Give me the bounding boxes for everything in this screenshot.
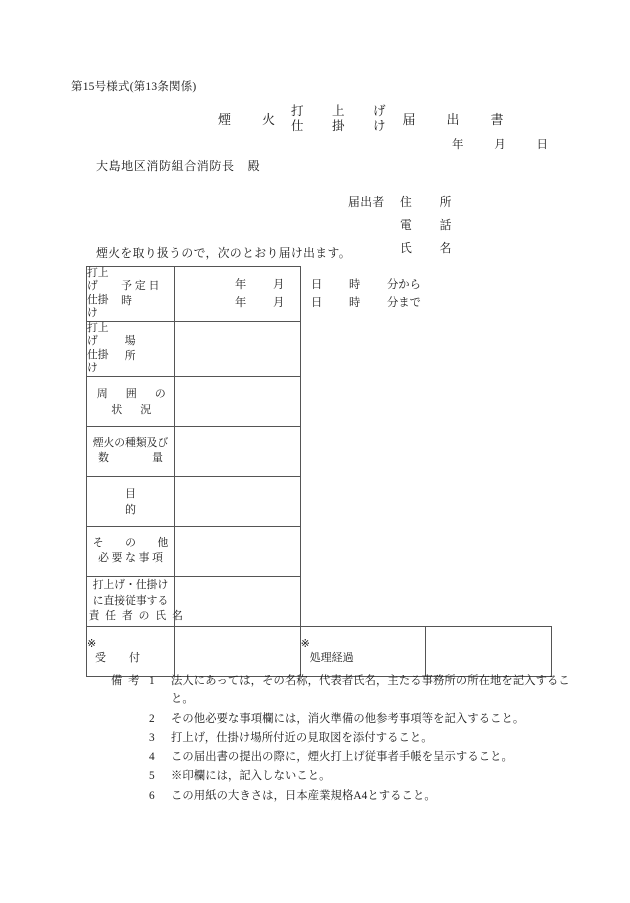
title-word-notification: 届 出 書 <box>402 112 513 128</box>
label-location-stack <box>87 322 119 376</box>
remark-item <box>149 748 581 766</box>
label-location-tail: 場 所 <box>124 335 159 363</box>
submitter-row-phone <box>348 214 459 237</box>
remarks-list <box>111 672 581 805</box>
addressee-line <box>96 157 260 174</box>
value-schedule[interactable] <box>175 267 421 322</box>
remark-number: 2 <box>149 712 155 725</box>
value-process[interactable] <box>426 626 552 676</box>
label-process <box>300 626 426 676</box>
table-row-type-quantity <box>87 426 552 476</box>
label-type-quantity-text <box>87 436 174 467</box>
schedule-datetime-rows <box>175 276 421 312</box>
label-schedule-inner <box>87 267 174 321</box>
remark-number: 6 <box>149 789 155 802</box>
label-schedule <box>87 267 175 322</box>
schedule-to-minute: 分まで <box>387 296 421 309</box>
label-type-quantity <box>87 426 175 476</box>
remark-text: 打上げ，仕掛け場所付近の見取図を添付すること。 <box>171 731 433 744</box>
label-schedule-stack <box>87 267 118 321</box>
submitter-label: 届出者 <box>348 195 385 209</box>
remark-number: 5 <box>149 770 155 783</box>
submitter-label-spacer <box>348 214 400 237</box>
remark-item <box>149 729 581 747</box>
schedule-from-year: 年 <box>235 278 247 291</box>
addressee-name: 大島地区消防組合消防長 <box>96 159 235 173</box>
label-responsible-person-text <box>87 578 185 625</box>
value-responsible-person[interactable] <box>175 576 301 626</box>
schedule-to-row <box>235 294 421 312</box>
intro-sentence: 煙火を取り扱うので，次のとおり届け出ます。 <box>96 246 351 260</box>
schedule-to-month: 月 <box>273 296 285 309</box>
title-setpiece-type: 仕 掛 け <box>291 118 394 133</box>
submitter-row-address <box>348 191 459 214</box>
title-stacked-types <box>289 104 397 134</box>
title-word-fireworks: 煙 火 <box>218 112 285 128</box>
value-purpose[interactable] <box>175 476 301 526</box>
remarks-section <box>111 672 581 806</box>
label-type-quantity-line2: 数 量 <box>98 452 163 465</box>
remarks-heading: 備 考 <box>111 675 141 687</box>
schedule-from-row <box>235 276 421 294</box>
schedule-from-hour: 時 <box>349 278 361 291</box>
value-location[interactable] <box>175 321 301 376</box>
submission-date-line <box>452 136 549 152</box>
schedule-from-month: 月 <box>273 278 285 291</box>
label-surroundings-text: 周 囲 の 状 況 <box>96 388 184 417</box>
label-surroundings <box>87 376 184 426</box>
label-responsible-person <box>87 576 185 626</box>
label-schedule-tail: 予定日時 <box>121 280 163 308</box>
label-other-items-text <box>87 536 174 567</box>
schedule-to-year: 年 <box>235 296 247 309</box>
form-number: 第15号様式(第13条関係) <box>71 81 197 93</box>
label-location <box>87 321 175 376</box>
process-asterisk-mark: ※ <box>300 637 310 650</box>
table-row-purpose <box>87 476 552 526</box>
table-row-responsible-person <box>87 576 552 626</box>
remark-item <box>149 672 581 709</box>
value-receipt[interactable] <box>175 626 301 676</box>
label-type-quantity-line1: 煙火の種類及び <box>92 436 169 449</box>
value-other-items[interactable] <box>175 526 301 576</box>
label-location-setpiece: 仕掛け <box>87 348 109 375</box>
schedule-to-hour: 時 <box>349 296 361 309</box>
schedule-to-day: 日 <box>311 296 323 309</box>
label-receipt <box>87 626 175 676</box>
submitter-field-phone: 電 話 <box>400 218 460 232</box>
receipt-label-text: 受 付 <box>95 652 146 665</box>
remark-text: この届出書の提出の際に，煙火打上げ従事者手帳を呈示すること。 <box>171 751 513 764</box>
label-schedule-setpiece: 仕掛け <box>87 293 109 320</box>
remark-text: 法人にあっては，その名称，代表者氏名，主たる事務所の所在地を記入すること。 <box>171 675 570 706</box>
date-month-label: 月 <box>494 139 507 151</box>
table-row-other-items <box>87 526 552 576</box>
label-purpose-text: 目 的 <box>125 488 221 517</box>
remark-number: 4 <box>149 751 155 764</box>
schedule-from-minute: 分から <box>387 278 421 291</box>
label-responsible-line1: 打上げ・仕掛け <box>92 578 169 591</box>
submitter-block <box>348 191 459 260</box>
submitter-label-spacer-2 <box>348 237 400 260</box>
label-responsible-line3: 責 任 者 の 氏 名 <box>88 610 185 623</box>
title-launch-type: 打 上 げ <box>291 104 394 118</box>
label-other-items-line1: そ の 他 <box>92 536 169 549</box>
label-other-items-line2: 必 要 な 事 項 <box>98 552 163 565</box>
value-type-quantity[interactable] <box>175 426 301 476</box>
table-row-schedule <box>87 267 552 322</box>
submitter-row-name <box>348 237 459 260</box>
document-title <box>218 104 513 134</box>
table-row-location <box>87 321 552 376</box>
remark-text: この用紙の大きさは，日本産業規格A4とすること。 <box>171 789 436 802</box>
submitter-field-name: 氏 名 <box>400 241 460 255</box>
remark-text: その他必要な事項欄には，消火準備の他参考事項等を記入すること。 <box>171 712 525 725</box>
label-location-launch: 打上げ <box>87 321 109 348</box>
remark-item <box>149 710 581 728</box>
submitter-field-address: 住 所 <box>400 195 460 209</box>
process-label-text: 処理経過 <box>309 652 354 665</box>
label-responsible-line2: に直接従事する <box>92 594 169 607</box>
date-year-label: 年 <box>452 139 465 151</box>
schedule-from-day: 日 <box>311 278 323 291</box>
remark-number: 3 <box>149 731 155 744</box>
remark-item <box>149 767 581 785</box>
table-row-surroundings <box>87 376 552 426</box>
label-other-items <box>87 526 175 576</box>
label-schedule-launch: 打上げ <box>87 267 109 293</box>
value-surroundings[interactable] <box>175 376 301 426</box>
remark-number: 1 <box>149 675 155 687</box>
form-table <box>86 266 552 677</box>
table-row-official-use <box>87 626 552 676</box>
remark-item <box>149 787 581 805</box>
remark-text: ※印欄には，記入しないこと。 <box>171 770 331 783</box>
receipt-asterisk-mark: ※ <box>87 637 97 650</box>
label-purpose <box>87 476 221 526</box>
addressee-honorific: 殿 <box>247 159 261 173</box>
date-day-label: 日 <box>536 139 549 151</box>
label-location-inner <box>87 322 174 376</box>
